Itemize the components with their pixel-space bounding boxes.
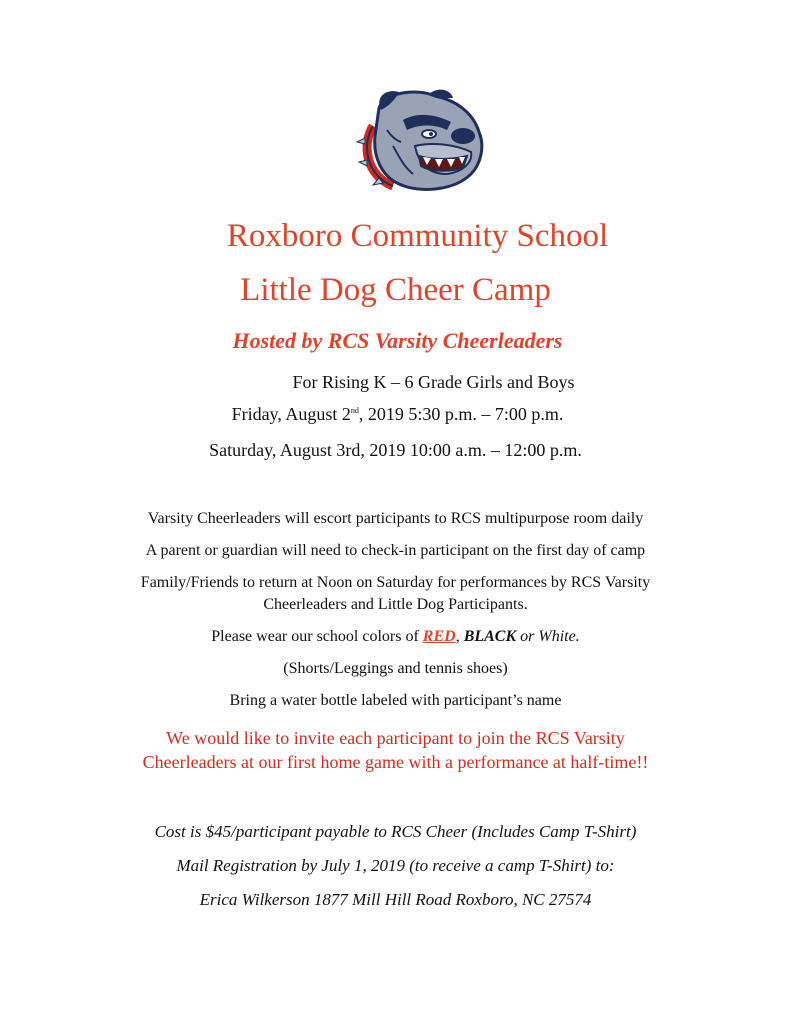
hosted-by-subtitle: Hosted by RCS Varsity Cheerleaders — [232, 328, 563, 353]
school-name-title: Roxboro Community School — [226, 218, 609, 254]
friday-ordinal: nd — [350, 406, 359, 415]
school-colors-note — [0, 628, 791, 646]
colors-prefix: Please wear our school colors of — [211, 628, 423, 645]
mail-registration-text: Mail Registration by July 1, 2019 (to receive a camp T-Shirt) to: — [176, 856, 615, 875]
attire-note: (Shorts/Leggings and tennis shoes) — [283, 660, 508, 677]
friday-date: Friday, August 2 — [231, 404, 351, 424]
invite-line1: We would like to invite each participant to join the RCS Varsity — [166, 728, 625, 748]
water-bottle-note: Bring a water bottle labeled with participant’s name — [229, 692, 562, 709]
escort-note: Varsity Cheerleaders will escort participants to RCS multipurpose room daily — [147, 510, 644, 527]
saturday-schedule: Saturday, August 3rd, 2019 10:00 a.m. – 12:00 p.m. — [209, 440, 582, 460]
checkin-note: A parent or guardian will need to check-in participant on the first day of camp — [145, 542, 646, 559]
invite-line2: Cheerleaders at our first home game with a performance at half-time!! — [142, 752, 649, 772]
colors-or: or — [516, 628, 539, 645]
camp-name-title: Little Dog Cheer Camp — [240, 272, 551, 308]
bulldog-mascot-logo — [355, 86, 490, 198]
color-white: White. — [538, 628, 580, 645]
color-red: RED — [422, 628, 456, 645]
mailing-address: Erica Wilkerson 1877 Mill Hill Road Roxboro, NC 27574 — [199, 890, 592, 909]
friday-time: , 2019 5:30 p.m. – 7:00 p.m. — [358, 404, 564, 424]
grades-text: For Rising K – 6 Grade Girls and Boys — [292, 372, 575, 392]
cost-text: Cost is $45/participant payable to RCS Cheer (Includes Camp T-Shirt) — [154, 822, 637, 841]
family-note-line1: Family/Friends to return at Noon on Saturday for performances by RCS Varsity — [140, 574, 651, 591]
family-note-line2: Cheerleaders and Little Dog Participants. — [263, 596, 528, 613]
friday-schedule — [2, 404, 791, 425]
colors-separator: , — [455, 628, 464, 645]
color-black: BLACK — [463, 628, 517, 645]
